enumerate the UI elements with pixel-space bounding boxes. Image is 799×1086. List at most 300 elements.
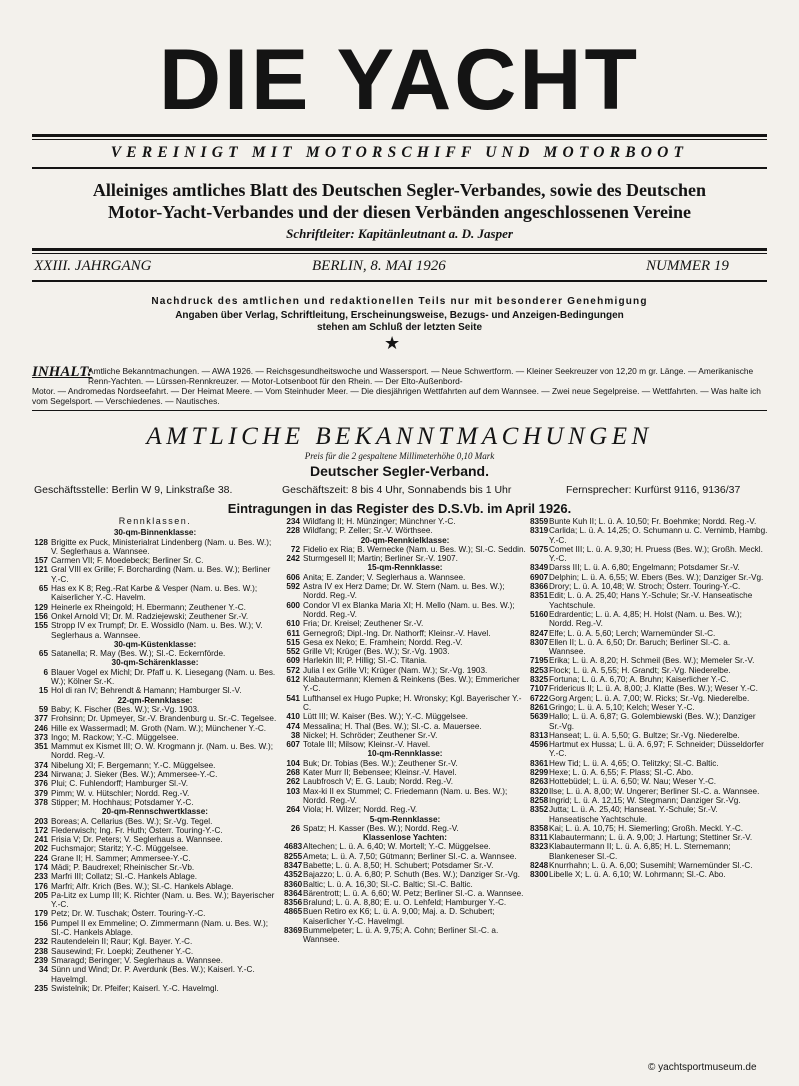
- entry-text: Pimm; W. v. Hütschler; Nordd. Reg.-V.: [51, 788, 190, 798]
- entry-number: 7107: [530, 684, 549, 694]
- entry-text: Ingrid; L. ü. A. 12,15; W. Stegmann; Danziger Sr.-Vg.: [549, 795, 741, 805]
- entry-number: 34: [38, 965, 48, 975]
- register-entry: [530, 684, 768, 693]
- entry-number: 121: [34, 565, 48, 575]
- entry-text: Flock; L. ü. A. 5,55; H. Grandt; Sr.-Vg. Niederelbe.: [549, 665, 731, 675]
- entry-text: Ilse; L. ü. A. 8,00; W. Ungerer; Berliner Sl.-C. a. Wannsee.: [549, 786, 760, 796]
- entry-number: 374: [34, 760, 48, 770]
- register-entry: [32, 937, 278, 946]
- register-entry: [530, 703, 768, 712]
- entry-number: 8359: [530, 517, 549, 526]
- register-entry: [530, 610, 768, 629]
- verband-heading: Deutscher Segler-Verband.: [310, 463, 489, 479]
- entry-number: 262: [286, 777, 300, 787]
- star-icon: ★: [384, 333, 401, 353]
- entry-number: 8351: [530, 591, 549, 601]
- register-entry: [530, 842, 768, 861]
- entry-text: Harlekin III; P. Hillig; Sl.-C. Titania.: [303, 656, 428, 666]
- register-heading: Eintragungen in das Register des D.S.Vb. im April 1926.: [227, 501, 572, 516]
- entry-text: Ingo; M. Rackow; Y.-C. Müggelsee.: [51, 732, 179, 742]
- entry-text: Pumpel II ex Emmeline; O. Zimmermann (Nam. u. Bes. W.); Sl.-C. Hankels Ablage.: [51, 918, 269, 938]
- register-entry: [284, 619, 526, 628]
- register-entry: [32, 919, 278, 938]
- entry-text: Gral VIII ex Grille; F. Borcharding (Nam. u. Bes. W.); Berliner Y.-C.: [51, 565, 271, 584]
- entry-text: Comet III; L. ü. A. 9,30; H. Pruess (Bes. W.); Großh. Meckl. Y.-C.: [549, 544, 763, 564]
- entry-number: 8307: [530, 637, 549, 647]
- entry-number: 612: [286, 675, 300, 685]
- register-entry: [530, 805, 768, 824]
- entry-text: Marfri; Alfr. Krich (Bes. W.); Sl.-C. Hankels Ablage.: [51, 881, 234, 891]
- class-heading: 15-qm-Rennklasse:: [367, 563, 443, 573]
- register-entry: [284, 842, 526, 851]
- issue-number: NUMMER 19: [646, 258, 729, 274]
- register-entry: [530, 666, 768, 675]
- entry-text: Klabautermann II; L. ü. A. 6,85; H. L. Sternemann; Blankeneser Sl.-C.: [549, 842, 731, 861]
- entry-text: Bajazzo; L. ü. A. 6,80; P. Schuth (Bes. W.); Danziger Sr.-Vg.: [303, 870, 520, 880]
- register-entry: [284, 638, 526, 647]
- entry-number: 8325: [530, 675, 549, 685]
- entry-number: 8263: [530, 777, 549, 787]
- entry-number: 515: [286, 637, 300, 647]
- office-phone: Fernsprecher: Kurfürst 9116, 9136/37: [566, 484, 741, 496]
- entry-text: Grille VI; Krüger (Bes. W.); Sr.-Vg. 1903.: [303, 647, 450, 657]
- entry-number: 233: [34, 872, 48, 882]
- entry-text: Babette; L. ü. A. 8,50; H. Schubert; Potsdamer Sr.-V.: [303, 860, 494, 870]
- subtitle-line-1: Alleiniges amtliches Blatt des Deutschen Segler-Verbandes, sowie des Deutschen: [92, 180, 707, 200]
- entry-number: 179: [34, 909, 48, 919]
- entry-number: 610: [286, 619, 300, 629]
- entry-text: Hew Tid; L. ü. A. 4,65; O. Telitzky; Sl.-C. Baltic.: [549, 758, 719, 768]
- masthead-title: DIE YACHT: [158, 32, 641, 128]
- register-entry: [32, 798, 278, 807]
- register-entry: [530, 694, 768, 703]
- entry-text: Fria; Dr. Kreisel; Zeuthener Sr.-V.: [303, 619, 424, 629]
- notice-line-2: Angaben über Verlag, Schriftleitung, Erscheinungsweise, Bezugs- und Anzeigen-Bedingungen: [175, 310, 624, 321]
- register-entry: [530, 740, 768, 759]
- entry-number: 607: [286, 740, 300, 750]
- register-entry: [32, 872, 278, 881]
- entry-number: 8313: [530, 730, 549, 740]
- entry-text: Wildfang; P. Zeller; Sr.-V. Wörthsee.: [303, 526, 433, 536]
- entry-number: 5160: [530, 609, 549, 619]
- entry-number: 410: [286, 712, 300, 722]
- register-entry: [284, 880, 526, 889]
- entry-number: 8300: [530, 870, 549, 880]
- entry-number: 4865: [284, 907, 303, 917]
- register-entry: [32, 538, 278, 557]
- entry-number: 156: [34, 611, 48, 621]
- masthead-rule-top-thin: [32, 139, 767, 140]
- entry-text: Spatz; H. Kasser (Bes. W.); Nordd. Reg.-V.: [303, 823, 459, 833]
- class-heading: 22-qm-Rennklasse:: [117, 695, 193, 705]
- notice-line-3: stehen am Schluß der letzten Seite: [316, 322, 483, 333]
- entry-number: 234: [34, 770, 48, 780]
- entry-number: 378: [34, 797, 48, 807]
- entry-text: Grane II; H. Sammer; Ammersee-Y.-C.: [51, 853, 191, 863]
- class-heading: 30-qm-Küstenklasse:: [113, 639, 197, 649]
- register-entry: [284, 926, 526, 945]
- entry-text: Frisia V; Dr. Peters; V. Seglerhaus a. Wannsee.: [51, 835, 223, 845]
- register-entry: [284, 759, 526, 768]
- entry-number: 5075: [530, 544, 549, 554]
- entry-number: 373: [34, 732, 48, 742]
- entry-text: Klabautermann; Klemen & Reinkens (Bes. W.); Emmericher Y.-C.: [303, 675, 520, 694]
- register-entry: [284, 666, 526, 675]
- entry-number: 8347: [284, 860, 303, 870]
- entry-text: Max-ki II ex Stummel; C. Friedemann (Nam. u. Bes. W.); Nordd. Reg.-V.: [303, 786, 508, 805]
- entry-number: 157: [34, 556, 48, 566]
- entry-text: Stipper; M. Hochhaus; Potsdamer Y.-C.: [51, 797, 194, 807]
- register-entry: [530, 526, 768, 545]
- entry-text: Blauer Vogel ex Michl; Dr. Pfaff u. K. Liesegang (Nam. u. Bes. W.); Kölner Sr.-K.: [51, 667, 276, 687]
- entry-number: 128: [34, 537, 48, 547]
- register-entry: [530, 787, 768, 796]
- register-entry: [284, 824, 526, 833]
- register-entry: [284, 526, 526, 535]
- entry-text: Hille ex Wassermadl; M. Groth (Nam. W.); Münchener Y.-C.: [51, 723, 267, 733]
- entry-text: Bunte Kuh II; L. ü. A. 10,50; Fr. Boehmke; Nordd. Reg.-V.: [549, 517, 757, 526]
- register-entry: [530, 629, 768, 638]
- entry-text: Frohsinn; Dr. Upmeyer, Sr.-V. Brandenburg u. Sr.-C. Tegelsee.: [51, 714, 277, 724]
- register-entry: [32, 909, 278, 918]
- register-entry: [32, 817, 278, 826]
- office-hours: Geschäftszeit: 8 bis 4 Uhr, Sonnabends bis 1 Uhr: [282, 484, 512, 496]
- entry-number: 541: [286, 693, 300, 703]
- office-address: Geschäftsstelle: Berlin W 9, Linkstraße 38.: [34, 484, 233, 496]
- entry-text: Ellen II; L. ü. A. 6,50; Dr. Baruch; Berliner Sl.-C. a. Wannsee.: [549, 637, 731, 657]
- register-entry: [32, 724, 278, 733]
- entry-number: 8320: [530, 786, 549, 796]
- register-entry: [284, 898, 526, 907]
- inhalt-text-1: Amtliche Bekanntmachungen. — AWA 1926. — Reichsgesundheitswoche und Wassersport. — Neue Schwertform. — Kleiner Seekreuzer von 12,20 m gr. Länge. — Amerikanische Renn-Yachten. — Lürssen-Rennkreuzer. — Motor-Lotsenboot für den Rhein. — Der Elto-Außenbord-: [88, 366, 754, 386]
- entry-text: Messalina; H. Thal (Bes. W.); Sl.-C. a. Mauersee.: [303, 721, 482, 731]
- entry-number: 234: [286, 517, 300, 526]
- register-entry: [530, 517, 768, 526]
- entry-number: 246: [34, 723, 48, 733]
- issue-year: XXIII. JAHRGANG: [34, 258, 152, 274]
- register-entry: [284, 768, 526, 777]
- entry-number: 8352: [530, 805, 549, 815]
- tagline: VEREINIGT MIT MOTORSCHIFF UND MOTORBOOT: [110, 144, 689, 161]
- entry-number: 552: [286, 647, 300, 657]
- entry-text: Fuchsmajor; Staritz; Y.-C. Müggelsee.: [51, 844, 189, 854]
- register-entry: [32, 612, 278, 621]
- entry-text: Sturmgesell II; Martin; Berliner Sr.-V. 1907.: [303, 554, 458, 564]
- entry-text: Fidelio ex Ria; B. Wernecke (Nam. u. Bes. W.); Sl.-C. Seddin.: [303, 544, 526, 554]
- entry-text: Hottebüdel; L. ü. A. 6,50; W. Nau; Weser Y.-C.: [549, 777, 717, 787]
- tagline-rule: [32, 167, 767, 169]
- entry-number: 7195: [530, 656, 549, 666]
- price-line: Preis für die 2 gespaltene Millimeterhöhe 0,10 Mark: [304, 451, 495, 461]
- entry-number: 6907: [530, 572, 549, 582]
- entry-number: 235: [34, 983, 48, 993]
- class-heading: 30-qm-Schärenklasse:: [111, 658, 199, 668]
- entry-text: Flederwisch; Ing. Fr. Huth; Österr. Touring-Y.-C.: [51, 825, 223, 835]
- entry-number: 129: [34, 602, 48, 612]
- entry-number: 609: [286, 656, 300, 666]
- register-entry: [530, 675, 768, 684]
- entry-number: 242: [286, 554, 300, 564]
- register-entry: [284, 573, 526, 582]
- entry-number: 72: [290, 544, 300, 554]
- entry-number: 4352: [284, 870, 303, 880]
- entry-text: Mädi; P. Baudrexel; Rheinischer Sr.-Vb.: [51, 862, 195, 872]
- entry-number: 228: [286, 526, 300, 536]
- entry-number: 8255: [284, 851, 303, 861]
- entry-number: 8258: [530, 795, 549, 805]
- register-entry: [32, 742, 278, 761]
- register-entry: [32, 826, 278, 835]
- register-entry: [530, 777, 768, 786]
- column-right: [530, 517, 768, 880]
- entry-number: 202: [34, 844, 48, 854]
- entry-number: 8248: [530, 860, 549, 870]
- register-entry: [32, 668, 278, 687]
- entry-text: Ameta; L. ü. A. 7,50; Gütmann; Berliner Sl.-C. a. Wannsee.: [303, 851, 517, 861]
- entry-number: 6: [43, 667, 48, 677]
- inhalt-label: INHALT:: [32, 364, 93, 380]
- register-entry: [284, 675, 526, 694]
- entry-text: Has ex K 8; Reg.-Rat Karbe & Vesper (Nam. u. Bes. W.); Kaiserlicher Y.-C. Havelm.: [51, 584, 258, 603]
- column-middle: [284, 517, 526, 945]
- entry-text: Lütt III; W. Kaiser (Bes. W.); Y.-C. Müggelsee.: [303, 712, 468, 722]
- masthead-rule-top: [32, 134, 767, 137]
- register-entry: [284, 740, 526, 749]
- class-heading: 20-qm-Rennkielklasse:: [360, 535, 450, 545]
- register-entry: [32, 714, 278, 723]
- entry-text: Hanseat; L. ü. A. 5,50; G. Bultze; Sr.-Vg. Niederelbe.: [549, 730, 740, 740]
- entry-number: 8364: [284, 888, 303, 898]
- register-entry: [32, 984, 278, 993]
- register-entry: [32, 565, 278, 584]
- register-entry: [32, 789, 278, 798]
- entry-number: 174: [34, 862, 48, 872]
- issue-date: BERLIN, 8. MAI 1926: [312, 258, 446, 274]
- register-entry: [284, 722, 526, 731]
- entry-number: 8366: [530, 582, 549, 592]
- entry-text: Hol di ran IV; Behrendt & Hamann; Hamburger Sl.-V.: [51, 686, 242, 696]
- entry-text: Mammut ex Kismet III; O. W. Krogmann jr. (Nam. u. Bes. W.); Nordd. Reg.-V.: [51, 742, 274, 761]
- register-entry: [530, 796, 768, 805]
- entry-text: Boreas; A. Cellarius (Bes. W.); Sr.-Vg. Tegel.: [51, 816, 213, 826]
- register-entry: [530, 712, 768, 731]
- entry-number: 376: [34, 779, 48, 789]
- entry-number: 8247: [530, 628, 549, 638]
- entry-text: Knurrhahn; L. ü. A. 6,00; Susemihl; Warnemünder Sl.-C.: [549, 860, 753, 870]
- register-entry: [32, 882, 278, 891]
- register-entry: [284, 554, 526, 563]
- entry-number: 224: [34, 853, 48, 863]
- register-entry: [530, 861, 768, 870]
- register-entry: [284, 787, 526, 806]
- register-entry: [32, 844, 278, 853]
- register-entry: [530, 573, 768, 582]
- entry-text: Edit; L. ü. A. 25,40; Hans Y.-Schule; Sr.-V. Hanseatische Yachtschule.: [549, 591, 753, 610]
- section-title: AMTLICHE BEKANNTMACHUNGEN: [146, 423, 653, 450]
- entry-text: Fridericus II; L. ü. A. 8,00; J. Klatte (Bes. W.); Weser Y.-C.: [549, 684, 758, 694]
- entry-text: Delphin; L. ü. A. 6,55; W. Ebers (Bes. W.); Danziger Sr.-Vg.: [549, 572, 764, 582]
- entry-number: 65: [38, 649, 48, 659]
- entry-text: Lufthansel ex Hugo Pupke; H. Wronsky; Kgl. Bayerischer Y.-C.: [303, 693, 522, 712]
- entry-text: Satanella; R. May (Bes. W.); Sl.-C. Eckernförde.: [51, 649, 226, 659]
- register-entry: [530, 731, 768, 740]
- register-entry: [284, 731, 526, 740]
- entry-number: 232: [34, 937, 48, 947]
- register-entry: [530, 638, 768, 657]
- register-entry: [32, 956, 278, 965]
- entry-number: 155: [34, 621, 48, 631]
- entry-text: Smaragd; Beringer; V. Seglerhaus a. Wannsee.: [51, 955, 223, 965]
- register-entry: [32, 621, 278, 640]
- register-entry: [32, 649, 278, 658]
- entry-number: 268: [286, 768, 300, 778]
- entry-text: Altechen; L. ü. A. 6,40; W. Mortell; Y.-C. Müggelsee.: [303, 842, 491, 852]
- subtitle-line-2: Motor-Yacht-Verbandes und der diesen Verbänden angeschlossenen Vereine: [107, 202, 692, 222]
- entry-text: Kater Murr II; Bebensee; Kleinsr.-V. Havel.: [303, 768, 457, 778]
- entry-number: 474: [286, 721, 300, 731]
- entry-text: Nirwana; J. Sieker (Bes. W.); Ammersee-Y.-C.: [51, 770, 218, 780]
- register-entry: [284, 870, 526, 879]
- entry-text: Buen Retiro ex K6; L. ü. A. 9,00; Maj. a. D. Schubert; Kaiserlicher Y.-C. Havelmgl.: [303, 907, 495, 926]
- entry-text: Carmen VII; F. Moedebeck; Berliner Sr. C.: [51, 556, 204, 566]
- entry-number: 65: [38, 584, 48, 594]
- register-entry: [530, 833, 768, 842]
- register-entry: [32, 603, 278, 612]
- entry-text: Fortuna; L. ü. A. 6,70; A. Bruhn; Kaiserlicher Y.-C.: [549, 675, 729, 685]
- register-entry: [530, 545, 768, 564]
- register-entry: [284, 647, 526, 656]
- entry-text: Onkel Arnold VI; Dr. M. Radziejewski; Zeuthener Sr.-V.: [51, 611, 249, 621]
- register-entry: [284, 712, 526, 721]
- issue-rule-top-thin: [32, 253, 767, 254]
- register-entry: [284, 629, 526, 638]
- entry-text: Swistelnik; Dr. Pfeifer; Kaiserl. Y.-C. Havelmgl.: [51, 983, 219, 993]
- register-entry: [32, 779, 278, 788]
- register-entry: [32, 854, 278, 863]
- register-entry: [530, 759, 768, 768]
- entry-number: 8361: [530, 758, 549, 768]
- register-entry: [32, 947, 278, 956]
- entry-text: Laubfrosch V; E. G. Laub; Nordd. Reg.-V.: [303, 777, 454, 787]
- entry-text: Edrardentic; L. ü. A. 4,85; H. Holst (Nam. u. Bes. W.); Nordd. Reg.-V.: [549, 609, 742, 629]
- entry-text: Astra IV ex Herz Dame; Dr. W. Stern (Nam. u. Bes. W.); Nordd. Reg.-V.: [303, 582, 505, 601]
- register-entry: [530, 824, 768, 833]
- register-entry: [530, 656, 768, 665]
- entry-number: 8356: [284, 898, 303, 908]
- entry-text: Gorg Argen; L. ü. A. 7,00; W. Ricks; Sr.-Vg. Niederelbe.: [549, 693, 750, 703]
- entry-text: Anita; E. Zander; V. Seglerhaus a. Wannsee.: [303, 572, 466, 582]
- entry-number: 104: [286, 758, 300, 768]
- entry-text: Baby; K. Fischer (Bes. W.); Sr.-Vg. 1903.: [51, 704, 200, 714]
- register-entry: [284, 694, 526, 713]
- entry-text: Nibelung XI; F. Bergemann; Y.-C. Müggelsee.: [51, 760, 216, 770]
- entry-number: 592: [286, 582, 300, 592]
- class-heading: Klassenlose Yachten:: [362, 833, 448, 843]
- entry-text: Bärentrott; L. ü. A. 6,60; W. Petz; Berliner Sl.-C. a. Wannsee.: [303, 888, 524, 898]
- entry-number: 59: [38, 704, 48, 714]
- register-entry: [32, 556, 278, 565]
- class-heading: 5-qm-Rennklasse:: [369, 814, 441, 824]
- entry-number: 239: [34, 955, 48, 965]
- entry-text: Condor VI ex Blanka Maria XI; H. Mello (Nam. u. Bes. W.); Nordd. Reg.-V.: [303, 600, 515, 619]
- watermark: © yachtsportmuseum.de: [648, 1062, 757, 1073]
- entry-text: Gesa ex Neko; E. Framhein; Nordd. Reg.-V.: [303, 637, 463, 647]
- entry-number: 264: [286, 805, 300, 815]
- entry-number: 4596: [530, 740, 549, 750]
- register-entry: [530, 591, 768, 610]
- entry-number: 8323: [530, 842, 549, 852]
- register-entry: [32, 584, 278, 603]
- register-entry: [284, 805, 526, 814]
- entry-number: 15: [38, 686, 48, 696]
- entry-number: 606: [286, 572, 300, 582]
- register-entry: [32, 835, 278, 844]
- inhalt-text-2: Motor. — Andromedas Nordseefahrt. — Der Heimat Meere. — Vom Steinhuder Meer. — Die diesjährigen Wettfahrten auf dem Wannsee. — Zwei neue Segelpreise. — Wettfahrten. — Was halte ich vom Segelsport. — Verschiedenes. — Nautisches.: [32, 386, 761, 406]
- inhalt-rule: [32, 410, 767, 411]
- issue-rule-bottom: [32, 280, 767, 282]
- register-entry: [530, 870, 768, 879]
- entry-number: 8299: [530, 768, 549, 778]
- entry-text: Totale III; Milsow; Kleinsr.-V. Havel.: [303, 740, 431, 750]
- entry-text: Sausewind; Fr. Loepki; Zeuthener Y.-C.: [51, 946, 194, 956]
- class-heading: Rennklassen.: [118, 516, 192, 526]
- entry-text: Hallo; L. ü. A. 6,87; G. Golembiewski (Bes. W.); Danziger Sr.-Vg.: [549, 712, 756, 731]
- editor-line: Schriftleiter: Kapitänleutnant a. D. Jasper: [286, 226, 513, 241]
- entry-number: 156: [34, 918, 48, 928]
- entry-number: 103: [286, 786, 300, 796]
- register-entry: [32, 686, 278, 695]
- entry-text: Julia I ex Grille VI; Krüger (Nam. W.); Sr.-Vg. 1903.: [303, 665, 488, 675]
- entry-text: Sünn und Wind; Dr. P. Averdunk (Bes. W.); Kaiserl. Y.-C. Havelmgl.: [51, 965, 255, 984]
- entry-number: 600: [286, 600, 300, 610]
- notice-line-1: Nachdruck des amtlichen und redaktionellen Teils nur mit besonderer Genehmigung: [151, 296, 648, 307]
- entry-text: Baltic; L. ü. A. 16,30; Sl.-C. Baltic; Sl.-C. Baltic.: [303, 879, 473, 889]
- entry-text: Kai; L. ü. A. 10,75; H. Siemerling; Großh. Meckl. Y.-C.: [549, 823, 744, 833]
- entry-text: Jutta; L. ü. A. 25,40; Hanseat. Y.-Schule; Sr.-V. Hanseatische Yachtschule.: [549, 805, 718, 824]
- entry-number: 611: [286, 628, 300, 638]
- entry-text: Plui; C. Fuhlendorff; Hamburger Sl.-V.: [51, 779, 188, 789]
- entry-text: Gringo; L. ü. A. 5,10; Kelch; Weser Y.-C.: [549, 702, 695, 712]
- entry-number: 26: [290, 823, 300, 833]
- entry-text: Brigitte ex Puck, Ministerialrat Lindenberg (Nam. u. Bes. W.); V. Seglerhaus a. Wannsee.: [51, 537, 272, 556]
- register-entry: [284, 545, 526, 554]
- class-heading: 20-qm-Rennschwertklasse:: [101, 807, 209, 817]
- entry-number: 8349: [530, 563, 549, 573]
- entry-number: 205: [34, 890, 48, 900]
- entry-text: Hexe; L. ü. A. 6,55; F. Plass; Sl.-C. Abo.: [549, 768, 694, 778]
- register-entry: [284, 656, 526, 665]
- entry-number: 241: [34, 835, 48, 845]
- entry-text: Hartmut ex Hussa; L. ü. A. 6,97; F. Schneider; Düsseldorfer Y.-C.: [549, 740, 764, 759]
- entry-text: Rautendelein II; Raur; Kgl. Bayer. Y.-C.: [51, 937, 193, 947]
- entry-text: Elfe; L. ü. A. 5,60; Lerch; Warnemünder Sl.-C.: [549, 628, 716, 638]
- entry-number: 8369: [284, 926, 303, 936]
- entry-text: Viola; H. Wilzer; Nordd. Reg.-V.: [303, 805, 418, 815]
- register-entry: [32, 705, 278, 714]
- register-entry: [530, 768, 768, 777]
- entry-number: 8358: [530, 823, 549, 833]
- register-entry: [530, 563, 768, 572]
- class-heading: 10-qm-Rennklasse:: [367, 749, 443, 759]
- register-entry: [32, 761, 278, 770]
- register-entry: [284, 907, 526, 926]
- entry-number: 8360: [284, 879, 303, 889]
- entry-number: 572: [286, 665, 300, 675]
- issue-rule-top: [32, 248, 767, 251]
- register-entry: [32, 891, 278, 910]
- entry-number: 4683: [284, 842, 303, 852]
- entry-text: Nickel; H. Schröder; Zeuthener Sr.-V.: [303, 730, 438, 740]
